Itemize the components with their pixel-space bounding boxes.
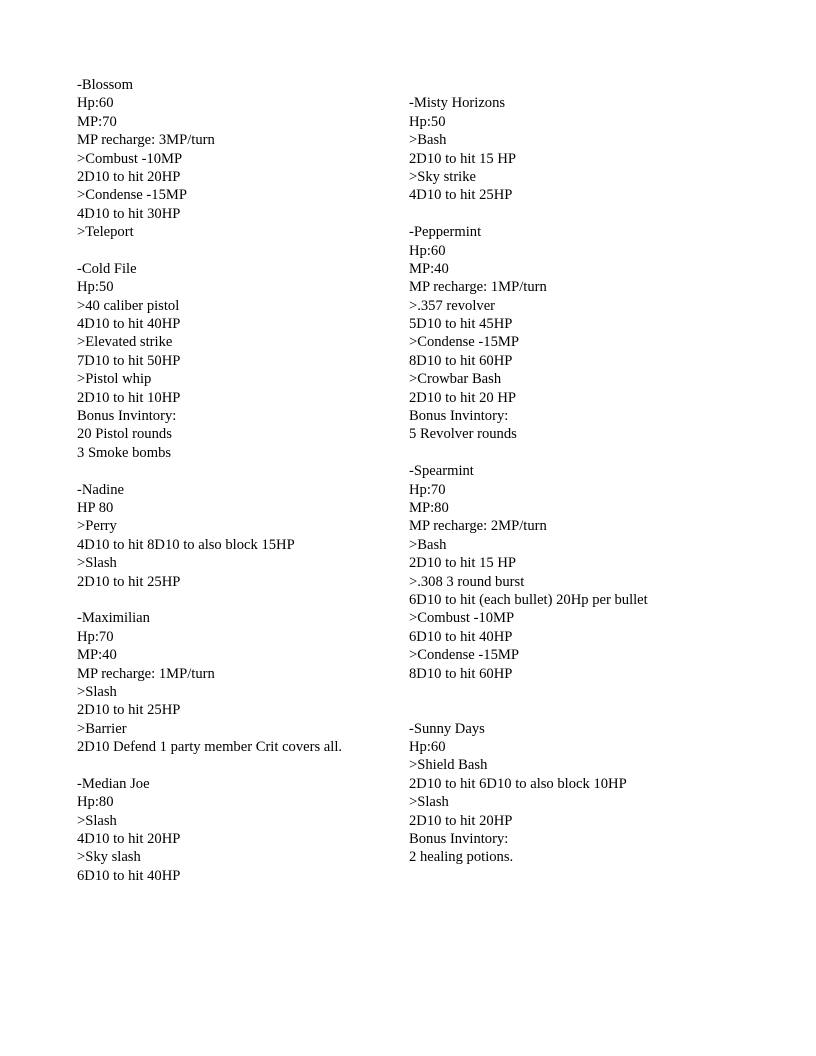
right-column	[409, 76, 739, 867]
text-line: -Misty Horizons	[409, 95, 506, 112]
text-line: Hp:60	[409, 739, 446, 756]
text-line: 2D10 to hit 20 HP	[409, 389, 517, 406]
text-line: >Sky slash	[77, 849, 141, 866]
text-line: 4D10 to hit 40HP	[77, 316, 181, 333]
text-line: >.308 3 round burst	[409, 573, 525, 590]
text-line: 5 Revolver rounds	[409, 426, 517, 443]
text-line: >Condense -15MP	[409, 647, 519, 664]
text-line: -Peppermint	[409, 224, 482, 241]
text-line	[77, 756, 407, 774]
text-line: 2D10 to hit 25HP	[77, 573, 181, 590]
text-line: >Teleport	[77, 224, 134, 241]
text-line: 2D10 to hit 6D10 to also block 10HP	[409, 775, 627, 792]
text-line: MP:40	[77, 647, 117, 664]
text-line: >Pistol whip	[77, 371, 152, 388]
text-line: >Bash	[409, 132, 447, 149]
text-line: 7D10 to hit 50HP	[77, 352, 181, 369]
left-column	[77, 76, 407, 885]
text-line: >Condense -15MP	[77, 187, 187, 204]
text-line: 2D10 Defend 1 party member Crit covers all.	[77, 739, 343, 756]
text-line: 5D10 to hit 45HP	[409, 316, 513, 333]
text-line: 2 healing potions.	[409, 849, 514, 866]
text-line: >Slash	[77, 812, 117, 829]
text-line	[409, 76, 739, 94]
text-line: 4D10 to hit 20HP	[77, 831, 181, 848]
text-line: 2D10 to hit 25HP	[77, 702, 181, 719]
text-line: 8D10 to hit 60HP	[409, 352, 513, 369]
text-line: 2D10 to hit 20HP	[77, 168, 181, 185]
text-line: 6D10 to hit (each bullet) 20Hp per bullet	[409, 591, 648, 608]
text-line: >Combust -10MP	[77, 150, 183, 167]
text-line: 20 Pistol rounds	[77, 426, 172, 443]
text-line: -Spearmint	[409, 463, 474, 480]
text-line: Hp:50	[77, 279, 114, 296]
text-line: 4D10 to hit 30HP	[77, 205, 181, 222]
text-line: Bonus Invintory:	[409, 831, 509, 848]
text-line	[409, 683, 739, 701]
text-line: MP recharge: 3MP/turn	[77, 132, 215, 149]
text-line: Hp:50	[409, 113, 446, 130]
text-line: 4D10 to hit 8D10 to also block 15HP	[77, 536, 295, 553]
text-line: >Bash	[409, 536, 447, 553]
text-line	[409, 701, 739, 719]
text-line: MP recharge: 1MP/turn	[77, 665, 215, 682]
text-line: -Sunny Days	[409, 720, 485, 737]
text-line: MP:70	[77, 113, 117, 130]
text-line: 6D10 to hit 40HP	[409, 628, 513, 645]
text-line: MP:80	[409, 499, 449, 516]
text-line: Bonus Invintory:	[77, 408, 177, 425]
text-line: MP recharge: 2MP/turn	[409, 518, 547, 535]
text-line: Hp:80	[77, 794, 114, 811]
text-line: >Slash	[77, 555, 117, 572]
text-line	[77, 462, 407, 480]
text-line: -Cold File	[77, 260, 137, 277]
text-line	[409, 205, 739, 223]
text-line: MP:40	[409, 260, 449, 277]
text-line: >Perry	[77, 518, 117, 535]
text-line	[409, 444, 739, 462]
text-line: HP 80	[77, 499, 114, 516]
text-line: >40 caliber pistol	[77, 297, 180, 314]
text-line: Hp:70	[409, 481, 446, 498]
text-line: Bonus Invintory:	[409, 408, 509, 425]
text-line: Hp:60	[409, 242, 446, 259]
text-line: 4D10 to hit 25HP	[409, 187, 513, 204]
text-line: 2D10 to hit 15 HP	[409, 555, 517, 572]
text-line: Hp:70	[77, 628, 114, 645]
text-line: 2D10 to hit 20HP	[409, 812, 513, 829]
text-line: -Maximilian	[77, 610, 150, 627]
text-line: >Elevated strike	[77, 334, 173, 351]
text-line	[77, 591, 407, 609]
text-line: >Shield Bash	[409, 757, 488, 774]
text-line: 6D10 to hit 40HP	[77, 867, 181, 884]
text-line: >Barrier	[77, 720, 127, 737]
text-line: -Nadine	[77, 481, 125, 498]
text-line: Hp:60	[77, 95, 114, 112]
text-line: >Combust -10MP	[409, 610, 515, 627]
text-line: >Sky strike	[409, 168, 477, 185]
text-line: >Slash	[409, 794, 449, 811]
text-line	[77, 242, 407, 260]
text-line: 8D10 to hit 60HP	[409, 665, 513, 682]
text-line: >.357 revolver	[409, 297, 496, 314]
text-line: MP recharge: 1MP/turn	[409, 279, 547, 296]
text-line: >Condense -15MP	[409, 334, 519, 351]
text-line: >Crowbar Bash	[409, 371, 502, 388]
text-line: -Median Joe	[77, 775, 150, 792]
text-line: 3 Smoke bombs	[77, 444, 172, 461]
text-line: >Slash	[77, 683, 117, 700]
text-line: 2D10 to hit 10HP	[77, 389, 181, 406]
text-line: 2D10 to hit 15 HP	[409, 150, 517, 167]
text-line: -Blossom	[77, 77, 133, 93]
